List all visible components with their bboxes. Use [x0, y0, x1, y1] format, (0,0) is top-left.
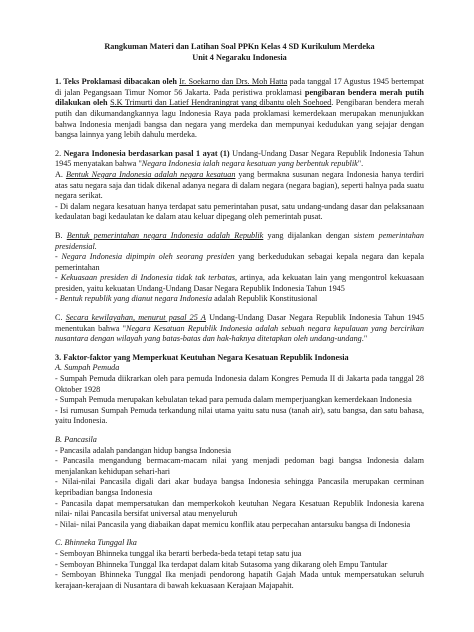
section-3b-bullet-3: - Nilai-nilai Pancasila digali dari akar budaya bangsa Indonesia sehingga Pancasila merupakan cerminan kepribadian bangsa Indonesia — [55, 477, 424, 497]
section-3b-bullet-4: - Pancasila dapat mempersatukan dan memperkokoh keutuhan Negara Kesatuan Republik Indonesia karena nilai- nilai Pancasila bersifat universal atau menyeluruh — [55, 498, 424, 519]
section-3b-bullet-5: - Nilai- nilai Pancasila yang diabaikan dapat memicu konflik atau perpecahan antarsuku bangsa di Indonesia — [55, 519, 411, 529]
section-2a-key: Bentuk Negara Indonesia adalah negara kesatuan — [65, 169, 236, 179]
section-1-paragraph — [55, 77, 424, 141]
section-2a-bullet: - Di dalam negara kesatuan hanya terdapat satu pemerintahan pusat, satu undang-undang dasar dan pelaksanaan kedaulatan bagi kedaulatan ke dalam atau keluar dipegang oleh pemerintah pusat. — [55, 201, 424, 222]
section-2b-system: sistem pemerintahan presidensial. — [55, 230, 424, 251]
section-2b-bullet-1 — [55, 252, 424, 273]
section-3c-bullet-3: - Semboyan Bhinneka Tunggal Ika menjadi pendorong hapatih Gajah Mada untuk mempersatukan seluruh kerajaan-kerajaan di Nusantara di bawah kekuasaan Kerajaan Majapahit. — [55, 570, 424, 590]
section-3-heading: 3. Faktor-faktor yang Memperkuat Keutuhan Negara Kesatuan Republik Indonesia — [55, 352, 349, 362]
section-1-lead: Teks Proklamasi dibacakan oleh — [63, 77, 180, 87]
section-2b-paragraph — [55, 231, 424, 252]
section-3c-bullet-2: - Semboyan Bhinneka Tunggal Ika terdapat dalam kitab Sutasoma yang dikarang oleh Empu Tantular — [55, 559, 388, 569]
section-2-lead: Negara Indonesia berdasarkan pasal 1 ayat (1) — [63, 148, 230, 158]
section-2-number: 2. — [55, 148, 64, 158]
section-3c-bullet-1: - Semboyan Bhinneka tunggal ika berarti berbeda-beda tetapi tetap satu jua — [55, 548, 302, 558]
section-2b-label: B. — [55, 230, 67, 240]
section-3b-label: B. Pancasila — [55, 435, 97, 444]
section-3c-label: C. Bhinneka Tunggal Ika — [55, 538, 137, 548]
section-2c-quote: Negara Kesatuan Republik Indonesia adalah sebuah negara kepulauan yang bercirikan nusantara dengan wilayah yang batas-batas dan hak-haknya ditetapkan oleh undang-undang — [55, 323, 424, 344]
section-2c-paragraph — [55, 313, 424, 345]
section-2b-bullet-3-lead: - Bentuk republik yang dianut negara Indonesia — [55, 294, 213, 304]
section-1-flag-raisers: S.K Trimurti dan Latief Hendraningrat yang dibantu oleh Soehoed — [110, 98, 332, 108]
section-2b-bullet-1-lead: - Negara Indonesia dipimpin oleh seorang presiden — [55, 252, 235, 262]
section-2a-label: A. — [55, 169, 66, 179]
section-3a-bullet-1: - Sumpah Pemuda diikrarkan oleh para pemuda Indonesia dalam Kongres Pemuda II di Jakarta pada tanggal 28 Oktober 1928 — [55, 374, 424, 394]
section-2b-key: Bentuk pemerintahan negara Indonesia adalah Republik — [66, 230, 264, 240]
section-1-number: 1. — [55, 77, 64, 87]
section-3b-bullet-2: - Pancasila mengandung bermacam-macam nilai yang menjadi pedoman bagi bangsa Indonesia dalam menjalankan kehidupan sehari-hari — [55, 456, 424, 476]
section-2c-text: Undang-Undang Dasar Negara Republik Indonesia Tahun 1945 menentukan bahwa " — [55, 313, 424, 333]
section-2b-text: yang dijalankan dengan — [263, 230, 354, 240]
section-2c-label: C. — [55, 313, 66, 323]
section-3a-bullet-3: - Isi rumusan Sumpah Pemuda terkandung nilai utama yaitu satu nusa (tanah air), satu bangsa, dan satu bahasa, yaitu Indonesia. — [55, 405, 424, 426]
section-2b-bullet-1-text: yang berkedudukan sebagai kepala negara dan kepala pemerintahan — [55, 252, 424, 272]
section-1-flag-lead: pengibaran bendera merah putih dilakukan oleh — [55, 87, 424, 108]
section-2-quote-end: ". — [357, 159, 364, 169]
section-1-text-end: . Pengibaran bendera merah putih dan dikumandangkannya lagu Indonesia Raya pada proklamasi kemerdekaan merupakan menunjukkan bahwa Indonesia menjadi bangsa dan negara yang merdeka dan mempunyai kedudukan yang sejajar dengan bangsa lainnya yang lebih dahulu merdeka. — [55, 98, 424, 140]
section-2b-bullet-3 — [55, 294, 424, 305]
section-3b-bullet-1: - Pancasila adalah pandangan hidup bangsa Indonesia — [55, 445, 231, 455]
section-2b-bullet-2-text: , artinya, ada kekuatan lain yang mengontrol kekuasaan presiden, yaitu kekuatan Undang-Undang Dasar Negara Republik Indonesia Tahun 1945 — [55, 273, 424, 293]
section-3a-label: A. Sumpah Pemuda — [55, 363, 120, 373]
section-3a-bullet-2: - Sumpah Pemuda merupakan kebulatan tekad para pemuda dalam memperjuangkan kemerdekaan Indonesia — [55, 395, 412, 405]
section-2a-paragraph — [55, 170, 424, 202]
section-2c-key: Secara kewilayahan, menurut pasal 25 A — [65, 313, 206, 323]
section-2b-bullet-2 — [55, 273, 424, 294]
section-2-quote: Negara Indonesia ialah negara kesatuan yang berbentuk republik — [141, 159, 358, 169]
section-2-text: Undang-Undang Dasar Negara Republik Indonesia Tahun 1945 menyatakan bahwa " — [55, 148, 424, 169]
section-1-proclaimers: Ir. Soekarno dan Drs. Moh Hatta — [179, 77, 288, 87]
section-2b-bullet-3-text: adalah Republik Konstitusional — [212, 294, 318, 304]
section-1-text: pada tanggal 17 Agustus 1945 bertempat di jalan Pegangsaan Timur Nomor 56 Jakarta. Pada peristiwa proklamasi — [55, 77, 425, 97]
section-2b-bullet-2-lead: - Kekuasaan presiden di Indonesia tidak tak terbatas — [55, 273, 236, 283]
section-2-intro — [55, 149, 424, 170]
section-2a-text: yang bermakna susunan negara Indonesia hanya terdiri atas satu negara saja dan tidak dikenal adanya negara di dalam negara (negara bagian), seperti halnya pada suatu negara serikat. — [55, 169, 424, 201]
document-subtitle: Unit 4 Negaraku Indonesia — [192, 52, 287, 62]
section-2c-quote-end: ." — [361, 334, 368, 344]
document-title: Rangkuman Materi dan Latihan Soal PPKn Kelas 4 SD Kurikulum Merdeka — [104, 42, 375, 51]
